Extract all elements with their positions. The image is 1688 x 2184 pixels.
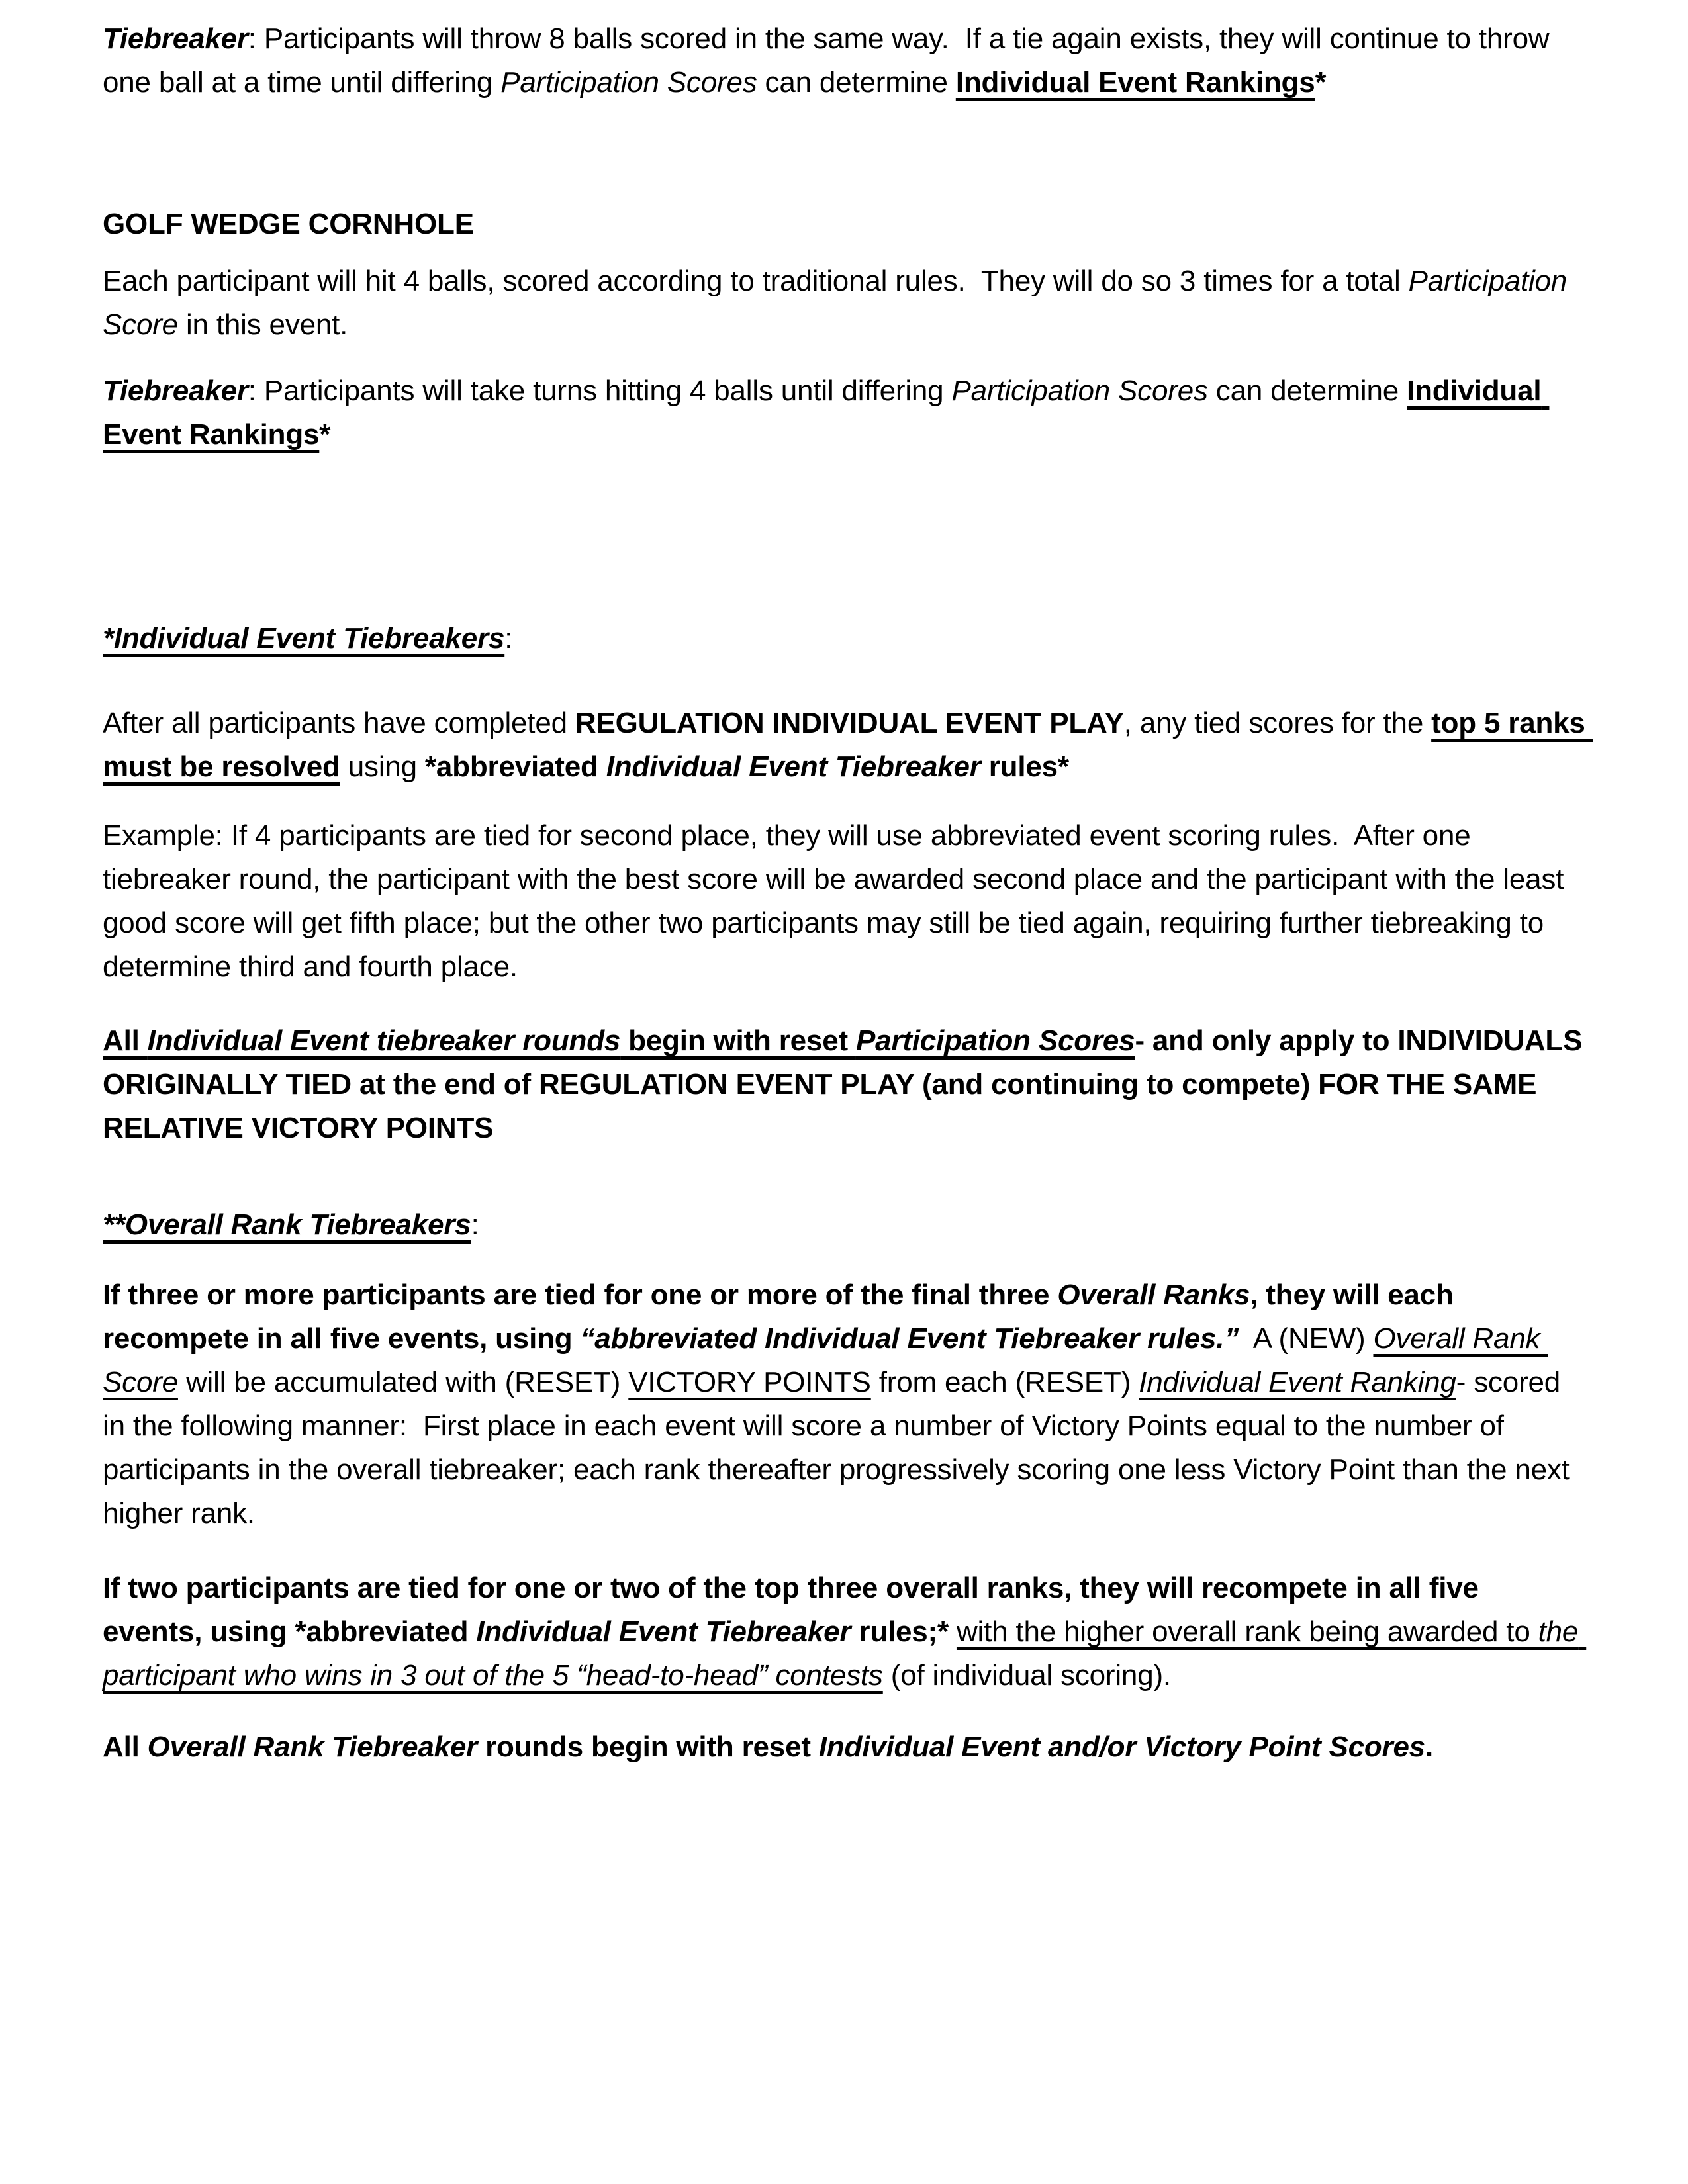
text-run: Individual Event and/or Victory Point Scores [818, 1731, 1426, 1763]
para-three-or-more-tied-rule [103, 1273, 1585, 1535]
text-run: Participation Score [103, 265, 1575, 341]
text-run: : Participants will take turns hitting 4 balls until differing [248, 375, 952, 407]
para-overall-reset-rule [103, 1725, 1585, 1769]
text-run: **Overall Rank Tiebreakers [103, 1208, 471, 1241]
text-run: using [340, 751, 425, 783]
para-individual-reset-rule [103, 1019, 1591, 1150]
text-run: All [103, 1731, 148, 1763]
para-tiebreaker-throw-8-balls [103, 17, 1585, 105]
text-run: in this event. [177, 308, 348, 341]
text-run: : [471, 1208, 479, 1241]
para-golf-wedge-cornhole-tiebreaker [103, 369, 1585, 457]
text-run: Individual Event Ranking [1139, 1366, 1456, 1398]
text-run: *abbreviated [424, 751, 606, 783]
heading-golf-wedge-cornhole [103, 203, 1585, 246]
text-run: Each participant will hit 4 balls, scored according to traditional rules. They will do so 3 times for a total [103, 265, 1409, 297]
text-run: top 5 ranks must be resolved [103, 707, 1593, 783]
text-run: Overall Rank Tiebreaker [147, 1731, 478, 1763]
text-run: *abbreviated [295, 1615, 477, 1648]
text-run: Overall Ranks [1057, 1279, 1250, 1311]
heading-overall-rank-tiebreakers [103, 1203, 1585, 1247]
text-run: A (NEW) [1239, 1322, 1374, 1355]
text-run: All [103, 1024, 148, 1057]
text-run: can determine [1207, 375, 1407, 407]
text-run: REGULATION INDIVIDUAL EVENT PLAY [575, 707, 1124, 739]
para-tiebreaker-example [103, 814, 1585, 989]
text-run: Individual Event Rankings [103, 375, 1550, 451]
text-run: After all participants have completed [103, 707, 575, 739]
text-run: * [1315, 66, 1327, 99]
text-run: Overall Rank Score [103, 1322, 1548, 1398]
text-run: *Individual Event Tiebreakers [103, 622, 505, 655]
text-run: with the higher overall rank being awarded to [956, 1615, 1538, 1648]
text-run: Tiebreaker [103, 23, 248, 55]
text-run: rounds begin with reset [477, 1731, 819, 1763]
text-run: can determine [757, 66, 956, 99]
para-golf-wedge-cornhole-rules [103, 259, 1585, 347]
text-run: rules* [980, 751, 1069, 783]
text-run: Individual Event tiebreaker rounds [147, 1024, 621, 1057]
text-run: , any tied scores for the [1123, 707, 1432, 739]
text-run: GOLF WEDGE CORNHOLE [103, 208, 474, 240]
text-run: the participant who wins in 3 out of the 5 “head-to-head” contests [103, 1615, 1587, 1692]
text-run: If two participants are tied for one or two of the top three overall ranks, they will recompete in all five events, using [103, 1572, 1487, 1648]
text-run: Participation Scores [500, 66, 757, 99]
text-run: “abbreviated Individual Event Tiebreaker rules.” [580, 1322, 1239, 1355]
text-run: : [504, 622, 513, 655]
text-run: , they will each recompete in all five events, using [103, 1279, 1462, 1355]
text-run: Individual Event Rankings [955, 66, 1315, 99]
text-run: begin with reset [620, 1024, 856, 1057]
text-run: Participation Scores [855, 1024, 1135, 1057]
para-individual-tiebreaker-rule [103, 702, 1593, 789]
heading-individual-event-tiebreakers [103, 617, 1585, 660]
text-run: * [319, 418, 331, 451]
text-run: . [1425, 1731, 1434, 1763]
text-run: Example: If 4 participants are tied for second place, they will use abbreviated event scoring rules. After one tiebreaker round, the participant with the best score will be awarded second place and the participant with the least good score will get fifth place; but the other two participants may still be tied again, requiring further tiebreaking to determine third and fourth place. [103, 819, 1572, 983]
text-run: rules;* [851, 1615, 957, 1648]
text-run: Individual Event Tiebreaker [476, 1615, 851, 1648]
text-run: Individual Event Tiebreaker [606, 751, 981, 783]
text-run: will be accumulated with (RESET) [177, 1366, 629, 1398]
text-run: - scored in the following manner: First place in each event will score a number of Victory Points equal to the number of participants in the overall tiebreaker; each rank thereafter progressively scoring one less Victory Point than the next higher rank. [103, 1366, 1577, 1529]
text-run: VICTORY POINTS [628, 1366, 871, 1398]
para-two-tied-rule [103, 1567, 1585, 1698]
text-run: from each (RESET) [870, 1366, 1139, 1398]
text-run: Participation Scores [951, 375, 1208, 407]
text-run: (of individual scoring). [882, 1659, 1171, 1692]
text-run: - and only apply to INDIVIDUALS ORIGINALLY TIED at the end of REGULATION EVENT PLAY (and continuing to compete) FOR THE SAME RELATIVE VICTORY POINTS [103, 1024, 1591, 1144]
text-run: : Participants will throw 8 balls scored in the same way. If a tie again exists, they will continue to throw one ball at a time until differing [103, 23, 1558, 99]
text-run: If three or more participants are tied for one or more of the final three [103, 1279, 1058, 1311]
text-run: Tiebreaker [103, 375, 248, 407]
